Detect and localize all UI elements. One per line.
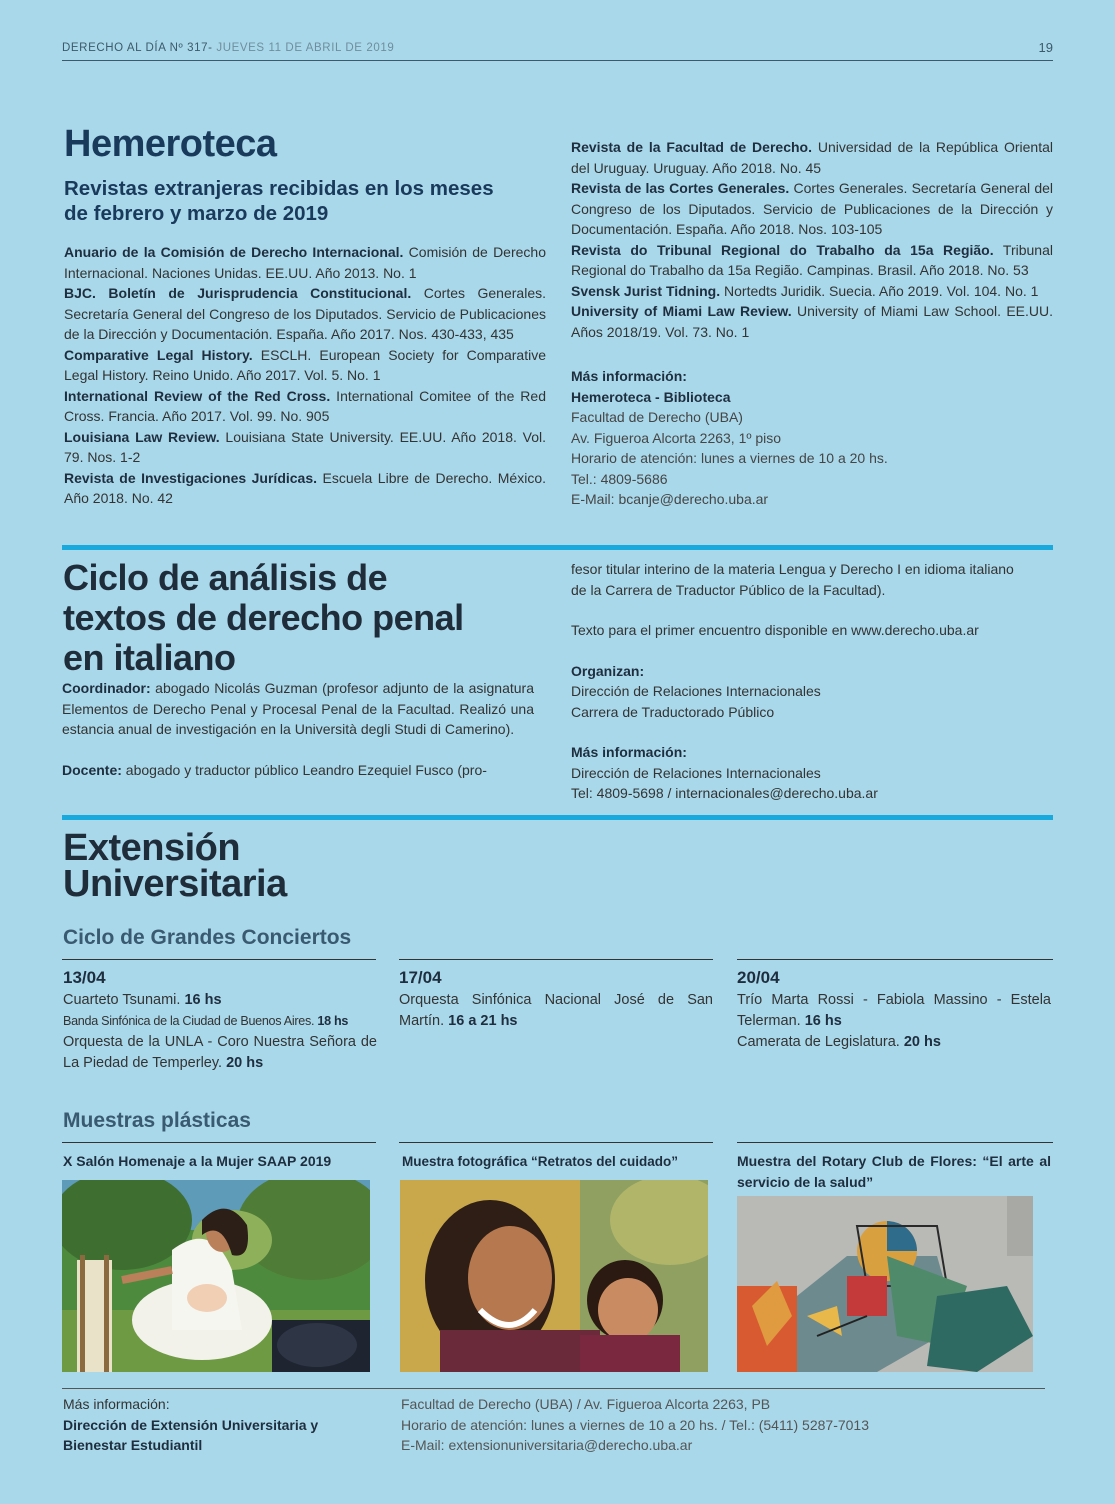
list-item: University of Miami Law Review. University of Miami Law School. EE.UU. Años 2018/19. Vol. 73. No. 1 (571, 303, 1053, 340)
list-item: Svensk Jurist Tidning. Nortedts Juridik. Suecia. Año 2019. Vol. 104. No. 1 (571, 282, 1039, 299)
concert-list: Orquesta Sinfónica Nacional José de San Martín. 16 a 21 hs (399, 992, 713, 1029)
header-rule (62, 60, 1053, 61)
ciclo-contact: Tel: 4809-5698 / internacionales@derecho.uba.ar (571, 785, 878, 801)
list-item: Revista do Tribunal Regional do Trabalho da 15a Região. Tribunal Regional do Trabalho da 15a Região. Campinas. Brasil. Año 2018. No. 53 (571, 241, 1053, 278)
page-number: 19 (1038, 40, 1053, 55)
footer-rule (62, 1388, 1045, 1389)
muestra-title: Muestra del Rotary Club de Flores: “El arte al servicio de la salud” (737, 1153, 1051, 1190)
list-item: Anuario de la Comisión de Derecho Internacional. Comisión de Derecho Internacional. Naciones Unidas. EE.UU. Año 2013. No. 1 (64, 244, 546, 281)
list-item: Revista de la Facultad de Derecho. Universidad de la República Oriental del Uruguay. Uruguay. Año 2018. No. 45 (571, 139, 1053, 176)
hemeroteca-contact: Más información: Hemeroteca - Biblioteca Facultad de Derecho (UBA) Av. Figueroa Alcorta 2263, 1º piso Horario de atención: lunes a viernes de 10 a 20 hs. Tel.: 4809-5686 E-Mail: bcanje@derecho.uba.ar (571, 366, 888, 510)
extension-title: Extensión Universitaria (63, 827, 287, 905)
concert-list: Cuarteto Tsunami. 16 hs Banda Sinfónica de la Ciudad de Buenos Aires. 18 hs Orquesta de la UNLA - Coro Nuestra Señora de La Piedad de Temperley. 20 hs (63, 992, 377, 1071)
conciertos-title: Ciclo de Grandes Conciertos (63, 926, 352, 949)
extension-footer-org: Más información: Dirección de Extensión Universitaria y Bienestar Estudiantil (63, 1396, 319, 1453)
contact-email: E-Mail: extensionuniversitaria@derecho.uba.ar (401, 1437, 693, 1453)
concert-list: Trío Marta Rossi - Fabiola Massino - Estela Telerman. 16 hs Camerata de Legislatura. 20 hs (737, 992, 1051, 1050)
concert-date: 17/04 (399, 968, 442, 987)
painting-rotary-club (737, 1196, 1033, 1372)
contact-email: E-Mail: bcanje@derecho.uba.ar (571, 491, 769, 507)
list-item: Louisiana Law Review. Louisiana State University. EE.UU. Año 2018. Vol. 79. Nos. 1-2 (64, 428, 546, 465)
section-divider (62, 545, 1053, 550)
column-rule (399, 1142, 713, 1143)
list-item: International Review of the Red Cross. International Comitee of the Red Cross. Francia. Año 2017. Vol. 99. No. 905 (64, 387, 546, 424)
hemeroteca-list-left (64, 242, 546, 509)
column-rule (737, 1142, 1053, 1143)
texto-link: Texto para el primer encuentro disponible en www.derecho.uba.ar (571, 622, 979, 638)
running-header (62, 42, 394, 54)
coordinador: Coordinador: abogado Nicolás Guzman (profesor adjunto de la asignatura Elementos de Derecho Penal y Procesal Penal de la Facultad. Realizó una estancia anual de investigación en la Università degli Studi di Camerino). (62, 680, 534, 737)
ciclo-title: Ciclo de análisis de textos de derecho penal en italiano (63, 557, 464, 678)
column-rule (399, 959, 713, 960)
info-label: Más información: (571, 368, 687, 384)
docente: Docente: abogado y traductor público Leandro Ezequiel Fusco (pro- (62, 761, 487, 778)
concert-date: 20/04 (737, 968, 780, 987)
list-item: Revista de las Cortes Generales. Cortes Generales. Secretaría General del Congreso de los Diputados. Servicio de Publicaciones de la Dirección y Documentación. España. Año 2018. Nos. 103-105 (571, 180, 1054, 237)
painting-salon-mujer (62, 1180, 370, 1372)
list-item: Revista de Investigaciones Jurídicas. Escuela Libre de Derecho. México. Año 2018. No. 42 (64, 469, 546, 506)
muestras-title: Muestras plásticas (63, 1109, 251, 1132)
section-divider (62, 815, 1053, 820)
column-rule (737, 959, 1053, 960)
muestra-title: Muestra fotográfica “Retratos del cuidado” (402, 1154, 679, 1169)
list-item: Comparative Legal History. ESCLH. European Society for Comparative Legal History. Reino Unido. Año 2017. Vol. 5. No. 1 (64, 346, 546, 383)
info-org: Hemeroteca - Biblioteca (571, 388, 731, 405)
hemeroteca-subtitle: Revistas extranjeras recibidas en los meses de febrero y marzo de 2019 (64, 177, 494, 225)
concert-date: 13/04 (63, 968, 106, 987)
ciclo-body-right: fesor titular interino de la materia Lengua y Derecho I en idioma italiano de la Carrera de Traductor Público de la Facultad). Texto para el primer encuentro disponible en www.derecho.uba.ar Organizan: Dirección de Relaciones Internacionales Carrera de Traductorado Público Más información: Dirección de Relaciones Internacionales Tel: 4809-5698 / internacionales@derecho.uba.ar (571, 559, 1014, 804)
list-item: BJC. Boletín de Jurisprudencia Constitucional. Cortes Generales. Secretaría General del Congreso de los Diputados. Servicio de Publicaciones de la Dirección y Documentación. España. Año 2017. Nos. 430-433, 435 (64, 285, 546, 342)
hemeroteca-list-right (571, 137, 1053, 342)
ciclo-body-left (62, 678, 534, 780)
muestra-title: X Salón Homenaje a la Mujer SAAP 2019 (63, 1153, 332, 1169)
publication-name: DERECHO AL DÍA Nº 317- (62, 42, 213, 54)
photo-retratos-del-cuidado (400, 1180, 708, 1372)
extension-footer-contact: Facultad de Derecho (UBA) / Av. Figueroa Alcorta 2263, PB Horario de atención: lunes a viernes de 10 a 20 hs. / Tel.: (5411) 5287-7013 E-Mail: extensionuniversitaria@derecho.uba.ar (401, 1394, 869, 1456)
hemeroteca-title: Hemeroteca (64, 123, 277, 165)
column-rule (62, 1142, 376, 1143)
issue-date: JUEVES 11 DE ABRIL DE 2019 (212, 42, 395, 54)
column-rule (62, 959, 376, 960)
